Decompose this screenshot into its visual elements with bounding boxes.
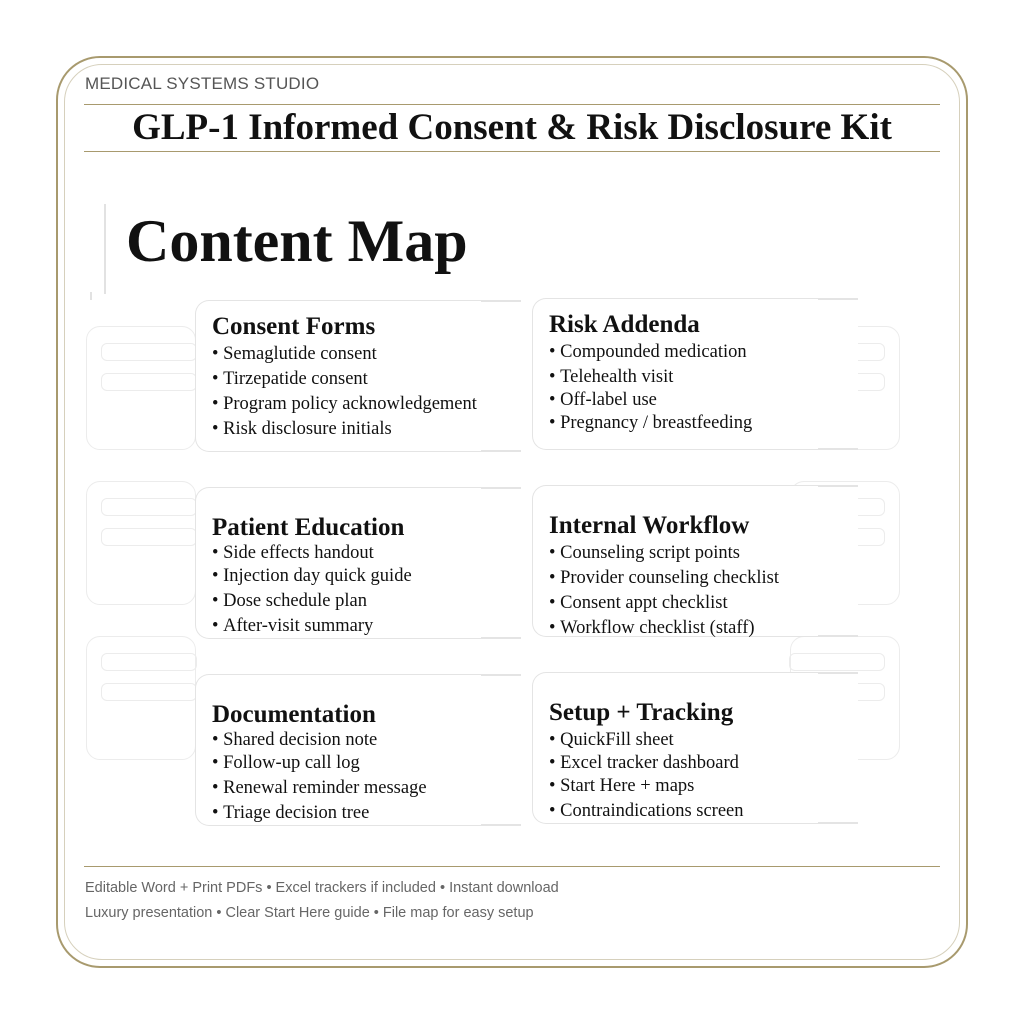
list-item: • Follow-up call log bbox=[212, 751, 521, 776]
list-item: • Contraindications screen bbox=[549, 799, 858, 824]
card-edge bbox=[818, 448, 858, 449]
card-item-list bbox=[549, 728, 858, 824]
list-item: • Excel tracker dashboard bbox=[549, 753, 858, 774]
list-item: • Pregnancy / breastfeeding bbox=[549, 411, 858, 436]
list-item: • QuickFill sheet bbox=[549, 728, 858, 753]
card-title: Risk Addenda bbox=[549, 311, 700, 338]
backing-card bbox=[86, 326, 196, 450]
card-documentation bbox=[195, 674, 521, 826]
list-item: • Consent appt checklist bbox=[549, 591, 858, 616]
backing-card bbox=[86, 636, 196, 760]
card-item-list bbox=[212, 730, 521, 826]
list-item: • Tirzepatide consent bbox=[212, 367, 521, 392]
footer-rule bbox=[84, 866, 940, 867]
list-item: • Injection day quick guide bbox=[212, 564, 521, 589]
list-item: • Compounded medication bbox=[549, 340, 858, 365]
card-edge bbox=[818, 299, 858, 300]
card-patient-education bbox=[195, 487, 521, 639]
header-rule-bottom bbox=[84, 151, 940, 152]
backing-card-bar bbox=[101, 683, 197, 701]
kit-title: GLP-1 Informed Consent & Risk Disclosure Kit bbox=[132, 107, 892, 148]
list-item: • Telehealth visit bbox=[549, 365, 858, 390]
list-item: • Side effects handout bbox=[212, 543, 521, 564]
section-accent-bar bbox=[104, 204, 106, 294]
backing-card-bar bbox=[101, 653, 197, 671]
card-risk-addenda bbox=[532, 298, 858, 450]
card-title: Documentation bbox=[212, 701, 376, 728]
backing-card-bar bbox=[101, 498, 197, 516]
list-item: • Provider counseling checklist bbox=[549, 566, 858, 591]
studio-name: MEDICAL SYSTEMS STUDIO bbox=[85, 74, 320, 93]
backing-card-bar bbox=[789, 653, 885, 671]
card-edge bbox=[481, 824, 521, 825]
backing-card-bar bbox=[101, 528, 197, 546]
backing-card bbox=[86, 481, 196, 605]
list-item: • Start Here + maps bbox=[549, 774, 858, 799]
backing-card-bar bbox=[101, 343, 197, 361]
card-edge bbox=[818, 486, 858, 487]
list-item: • Off-label use bbox=[549, 390, 858, 411]
list-item: • Workflow checklist (staff) bbox=[549, 616, 858, 641]
card-edge bbox=[818, 635, 858, 636]
card-setup-tracking bbox=[532, 672, 858, 824]
footer-features: Editable Word + Print PDFs • Excel trackers if included • Instant download bbox=[85, 880, 559, 896]
list-item: • Shared decision note bbox=[212, 730, 521, 751]
card-title: Consent Forms bbox=[212, 313, 376, 340]
list-item: • Counseling script points bbox=[549, 541, 858, 566]
list-item: • Triage decision tree bbox=[212, 801, 521, 826]
card-item-list bbox=[549, 541, 858, 641]
card-edge bbox=[481, 488, 521, 489]
card-edge bbox=[818, 822, 858, 823]
content-map-title: Content Map bbox=[126, 208, 468, 274]
card-edge bbox=[481, 637, 521, 638]
card-edge bbox=[481, 675, 521, 676]
card-internal-workflow bbox=[532, 485, 858, 637]
card-title: Patient Education bbox=[212, 514, 405, 541]
card-consent-forms bbox=[195, 300, 521, 452]
card-item-list bbox=[212, 342, 521, 442]
list-item: • Dose schedule plan bbox=[212, 589, 521, 614]
header-rule-top bbox=[84, 104, 940, 105]
card-edge bbox=[481, 301, 521, 302]
list-item: • After-visit summary bbox=[212, 614, 521, 639]
list-item: • Semaglutide consent bbox=[212, 342, 521, 367]
card-edge bbox=[818, 673, 858, 674]
backing-card-bar bbox=[101, 373, 197, 391]
card-title: Internal Workflow bbox=[549, 512, 750, 539]
list-item: • Risk disclosure initials bbox=[212, 417, 521, 442]
section-accent-tick bbox=[90, 292, 92, 300]
list-item: • Renewal reminder message bbox=[212, 776, 521, 801]
card-edge bbox=[481, 450, 521, 451]
list-item: • Program policy acknowledgement bbox=[212, 392, 521, 417]
card-item-list bbox=[212, 543, 521, 639]
card-title: Setup + Tracking bbox=[549, 699, 734, 726]
card-item-list bbox=[549, 340, 858, 436]
footer-highlights: Luxury presentation • Clear Start Here guide • File map for easy setup bbox=[85, 905, 534, 921]
